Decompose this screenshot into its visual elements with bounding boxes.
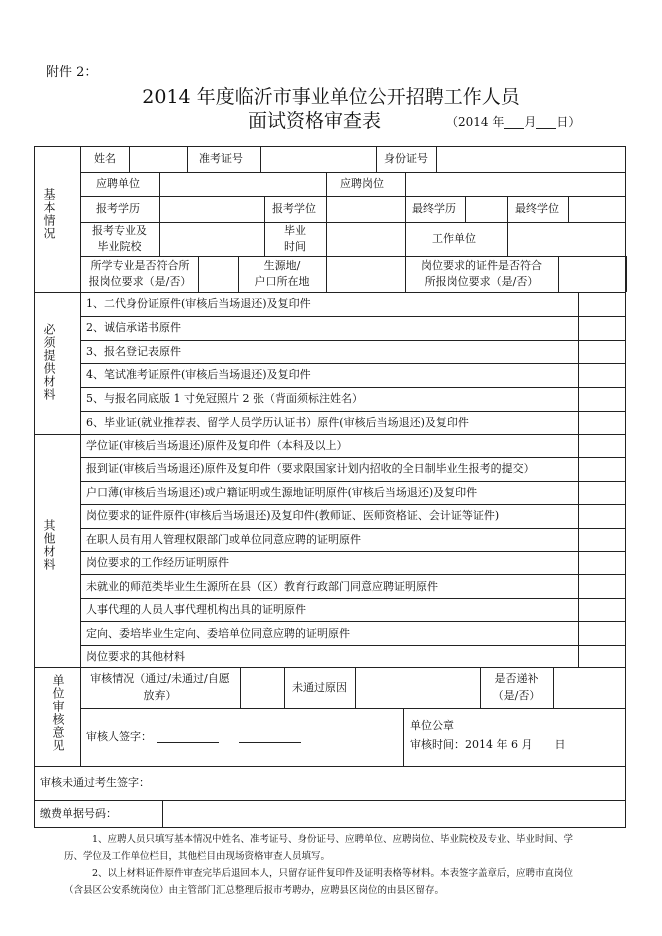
required-item: 3、报名登记表原件: [86, 345, 181, 358]
other-item: 岗位要求的证件原件(审核后当场退还)及复印件(教师证、医师资格证、会计证等证件): [86, 509, 500, 522]
label-exam-no: 准考证号: [199, 152, 243, 165]
required-item: 6、毕业证(就业推荐表、留学人员学历认证书）原件(审核后当场退还)及复印件: [86, 416, 469, 429]
attachment-label: 附件 2：: [46, 65, 98, 80]
note-line: 历、学位及工作单位栏目，其他栏目由现场资格审查人员填写。: [64, 851, 331, 862]
required-item: 5、与报名同底版 1 寸免冠照片 2 张（背面须标注姓名）: [86, 392, 363, 405]
label-fail-sign: 审核未通过考生签字：: [40, 776, 150, 789]
section-other-label: 其他材料: [42, 519, 56, 571]
other-item: 在职人员有用人管理权限部门或单位同意应聘的证明原件: [86, 533, 361, 546]
label-cert-match: 岗位要求的证件是否符合 所报岗位要求（是/否）: [421, 259, 542, 288]
signer-line-1: [157, 742, 219, 743]
other-item: 未就业的师范类毕业生生源所在县（区）教育行政部门同意应聘证明原件: [86, 580, 438, 593]
label-receipt-no: 缴费单据号码：: [40, 807, 117, 820]
other-item: 人事代理的人员人事代理机构出具的证明原件: [86, 603, 306, 616]
page-title: 2014 年度临沂市事业单位公开招聘工作人员: [142, 86, 520, 108]
label-major-school: 报考专业及 毕业院校: [92, 224, 147, 253]
label-origin: 生源地/ 户口所在地: [254, 259, 310, 288]
other-item: 报到证(审核后当场退还)原件及复印件（要求限国家计划内招收的全日制毕业生报考的提交）: [86, 462, 535, 475]
label-work-unit: 工作单位: [432, 232, 476, 245]
label-seal: 单位公章: [410, 719, 454, 732]
section-basic-label: 基本情况: [42, 188, 56, 240]
required-item: 4、笔试准考证原件(审核后当场退还)及复印件: [86, 368, 311, 381]
label-grad-time: 毕业 时间: [284, 224, 306, 253]
required-item: 2、诚信承诺书原件: [86, 321, 181, 334]
label-degree-applied: 报考学位: [272, 202, 316, 215]
label-apply-post: 应聘岗位: [340, 177, 384, 190]
section-required-label: 必须提供材料: [42, 323, 56, 401]
other-item: 岗位要求的工作经历证明原件: [86, 556, 229, 569]
label-degree-final: 最终学位: [515, 202, 559, 215]
note-line: 1、应聘人员只填写基本情况中姓名、准考证号、身份证号、应聘单位、应聘岗位、毕业院校及专业、毕业时间、学: [92, 834, 574, 845]
label-signer: 审核人签字：: [86, 730, 152, 743]
label-fail-reason: 未通过原因: [292, 681, 347, 694]
page-subtitle: 面试资格审查表: [248, 110, 382, 132]
label-apply-unit: 应聘单位: [96, 177, 140, 190]
other-item: 户口薄(审核后当场退还)或户籍证明或生源地证明原件(审核后当场退还)及复印件: [86, 486, 478, 499]
label-review-status: 审核情况（通过/未通过/自愿 放弃）: [90, 672, 230, 702]
other-item: 定向、委培毕业生定向、委培单位同意应聘的证明原件: [86, 627, 350, 640]
label-major-match: 所学专业是否符合所 报岗位要求（是/否）: [88, 259, 192, 288]
signer-line-2: [239, 742, 301, 743]
date-day: 日）: [556, 115, 581, 129]
note-line: （含县区公安系统岗位）由主管部门汇总整理后报市考聘办，应聘县区岗位的由县区留存。: [64, 885, 445, 896]
other-item: 学位证(审核后当场退还)原件及复印件（本科及以上）: [86, 439, 348, 452]
note-line: 2、以上材料证件原件审查完毕后退回本人，只留存证件复印件及证明表格等材料。本表签字盖章后，应聘市直岗位: [92, 868, 574, 879]
date-line: [446, 115, 580, 129]
date-month: 月: [524, 115, 537, 129]
label-review-time: 审核时间：2014 年 6 月 日: [410, 738, 566, 751]
label-name: 姓名: [94, 152, 116, 165]
date-year: （2014 年: [446, 115, 505, 129]
other-item: 岗位要求的其他材料: [86, 650, 185, 663]
section-review-label: 单位审核意见: [51, 674, 65, 752]
label-edu-applied: 报考学历: [96, 202, 140, 215]
label-makeup: 是否递补 （是/否）: [492, 672, 541, 702]
required-item: 1、二代身份证原件(审核后当场退还)及复印件: [86, 297, 311, 310]
label-id-no: 身份证号: [384, 152, 428, 165]
label-edu-final: 最终学历: [412, 202, 456, 215]
